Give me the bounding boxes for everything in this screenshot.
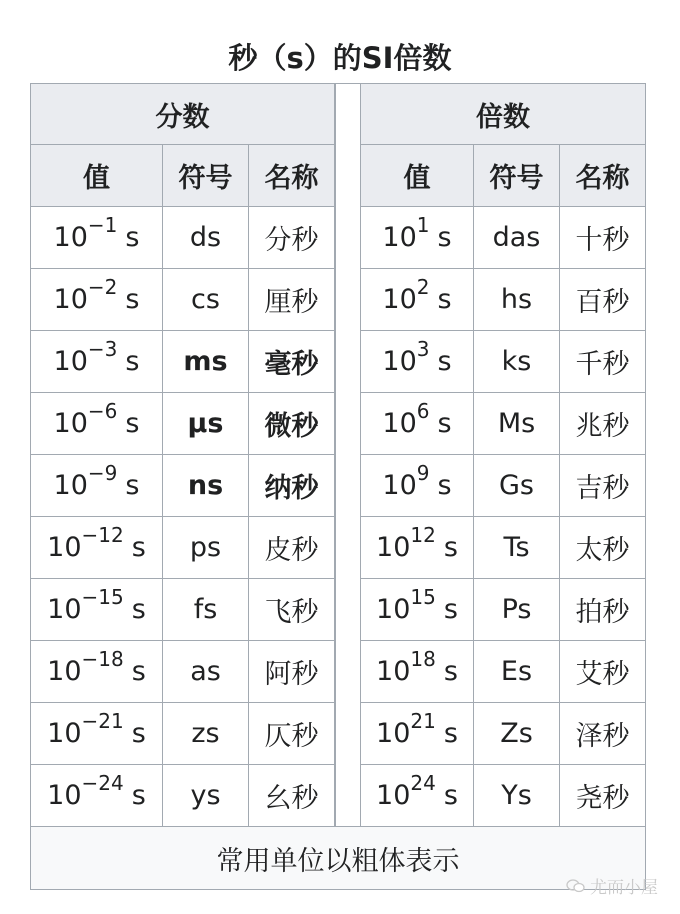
name-cell: 十秒 (560, 207, 646, 269)
multiples-header: 倍数 (361, 83, 646, 145)
col-header-name: 名称 (560, 145, 646, 207)
column-gap (335, 83, 361, 827)
name-cell: 厘秒 (249, 269, 335, 331)
si-multiples-table (30, 83, 646, 891)
value-exponent: −15 (81, 584, 124, 609)
value-exponent: 9 (416, 460, 430, 485)
value-exponent: −2 (87, 274, 118, 299)
name-cell: 百秒 (560, 269, 646, 331)
watermark-text: 尤而小屋 (590, 878, 658, 898)
symbol-cell: hs (474, 269, 560, 331)
name-cell: 仄秒 (249, 703, 335, 765)
value-cell (30, 641, 163, 703)
name-cell: 幺秒 (249, 765, 335, 827)
value-unit: s (125, 408, 140, 439)
table-footer: 常用单位以粗体表示 (30, 827, 646, 890)
value-unit: s (437, 470, 452, 501)
col-header-symbol: 符号 (163, 145, 249, 207)
symbol-cell: ds (163, 207, 249, 269)
value-base: 10 (47, 780, 82, 811)
symbol-cell: Zs (474, 703, 560, 765)
value-exponent: −18 (81, 646, 124, 671)
value-unit: s (443, 532, 458, 563)
name-cell: 艾秒 (560, 641, 646, 703)
value-cell (30, 579, 163, 641)
value-exponent: 12 (410, 522, 436, 547)
value-unit: s (443, 594, 458, 625)
name-cell: 分秒 (249, 207, 335, 269)
submultiples-header: 分数 (30, 83, 335, 145)
value-base: 10 (53, 222, 88, 253)
value-unit: s (443, 718, 458, 749)
value-cell (361, 455, 474, 517)
value-cell (361, 703, 474, 765)
symbol-cell: ms (163, 331, 249, 393)
value-unit: s (131, 780, 146, 811)
value-cell (30, 393, 163, 455)
value-base: 10 (47, 532, 82, 563)
value-base: 10 (47, 718, 82, 749)
value-cell (30, 269, 163, 331)
value-base: 10 (53, 408, 88, 439)
value-exponent: 6 (416, 398, 430, 423)
symbol-cell: das (474, 207, 560, 269)
value-exponent: 3 (416, 336, 430, 361)
value-base: 10 (382, 408, 417, 439)
value-cell (30, 765, 163, 827)
value-unit: s (437, 346, 452, 377)
value-cell (361, 579, 474, 641)
value-unit: s (125, 222, 140, 253)
value-cell (30, 703, 163, 765)
value-base: 10 (376, 656, 411, 687)
wechat-icon (566, 879, 586, 893)
value-exponent: 2 (416, 274, 430, 299)
value-cell (30, 207, 163, 269)
table-caption: 秒（s）的SI倍数 (228, 41, 452, 75)
col-header-value: 值 (30, 145, 163, 207)
symbol-cell: Ps (474, 579, 560, 641)
symbol-cell: ps (163, 517, 249, 579)
value-cell (30, 455, 163, 517)
value-exponent: 18 (410, 646, 436, 671)
col-header-name: 名称 (249, 145, 335, 207)
watermark (566, 873, 658, 898)
name-cell: 太秒 (560, 517, 646, 579)
name-cell: 兆秒 (560, 393, 646, 455)
value-base: 10 (382, 284, 417, 315)
symbol-cell: as (163, 641, 249, 703)
name-cell: 飞秒 (249, 579, 335, 641)
value-cell (361, 269, 474, 331)
symbol-cell: μs (163, 393, 249, 455)
value-unit: s (437, 222, 452, 253)
value-cell (361, 207, 474, 269)
value-cell (361, 641, 474, 703)
value-unit: s (131, 594, 146, 625)
value-exponent: 24 (410, 770, 436, 795)
symbol-cell: Es (474, 641, 560, 703)
value-base: 10 (47, 656, 82, 687)
symbol-cell: Ys (474, 765, 560, 827)
name-cell: 千秒 (560, 331, 646, 393)
value-base: 10 (53, 284, 88, 315)
value-cell (361, 765, 474, 827)
symbol-cell: zs (163, 703, 249, 765)
name-cell: 拍秒 (560, 579, 646, 641)
value-cell (361, 331, 474, 393)
value-unit: s (131, 656, 146, 687)
value-base: 10 (53, 346, 88, 377)
name-cell: 微秒 (249, 393, 335, 455)
col-header-symbol: 符号 (474, 145, 560, 207)
name-cell: 皮秒 (249, 517, 335, 579)
value-exponent: −9 (87, 460, 118, 485)
symbol-cell: Ms (474, 393, 560, 455)
value-base: 10 (376, 594, 411, 625)
value-unit: s (131, 532, 146, 563)
name-cell: 泽秒 (560, 703, 646, 765)
value-base: 10 (376, 780, 411, 811)
name-cell: 阿秒 (249, 641, 335, 703)
value-unit: s (437, 284, 452, 315)
value-base: 10 (382, 470, 417, 501)
symbol-cell: cs (163, 269, 249, 331)
symbol-cell: ns (163, 455, 249, 517)
symbol-cell: ks (474, 331, 560, 393)
value-exponent: −24 (81, 770, 124, 795)
value-cell (30, 517, 163, 579)
value-exponent: −21 (81, 708, 124, 733)
value-exponent: 15 (410, 584, 436, 609)
value-exponent: −12 (81, 522, 124, 547)
value-base: 10 (382, 346, 417, 377)
symbol-cell: Ts (474, 517, 560, 579)
value-base: 10 (47, 594, 82, 625)
symbol-cell: fs (163, 579, 249, 641)
value-cell (361, 517, 474, 579)
value-exponent: 1 (416, 212, 430, 237)
name-cell: 纳秒 (249, 455, 335, 517)
value-unit: s (131, 718, 146, 749)
value-unit: s (125, 346, 140, 377)
value-unit: s (437, 408, 452, 439)
value-unit: s (125, 470, 140, 501)
col-header-value: 值 (361, 145, 474, 207)
value-cell (30, 331, 163, 393)
value-base: 10 (376, 532, 411, 563)
value-unit: s (125, 284, 140, 315)
value-exponent: −6 (87, 398, 118, 423)
value-exponent: −3 (87, 336, 118, 361)
value-cell (361, 393, 474, 455)
name-cell: 吉秒 (560, 455, 646, 517)
symbol-cell: ys (163, 765, 249, 827)
value-base: 10 (53, 470, 88, 501)
name-cell: 毫秒 (249, 331, 335, 393)
value-unit: s (443, 656, 458, 687)
value-base: 10 (376, 718, 411, 749)
value-unit: s (443, 780, 458, 811)
value-exponent: 21 (410, 708, 436, 733)
value-exponent: −1 (87, 212, 118, 237)
name-cell: 尧秒 (560, 765, 646, 827)
value-base: 10 (382, 222, 417, 253)
symbol-cell: Gs (474, 455, 560, 517)
